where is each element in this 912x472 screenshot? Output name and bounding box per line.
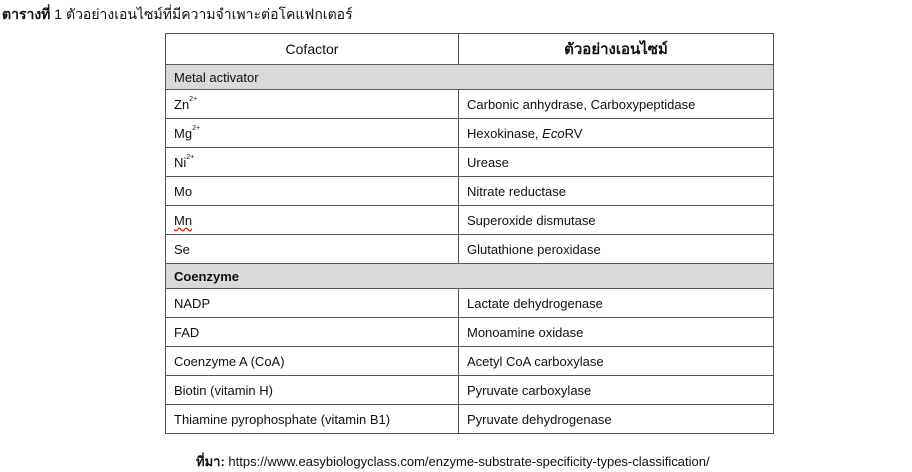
cofactor-cell (166, 90, 459, 119)
table-header-row (166, 34, 774, 65)
table-caption (2, 5, 353, 23)
enzyme-cell: Monoamine oxidase (459, 318, 774, 347)
table-row (166, 405, 774, 434)
table-row (166, 289, 774, 318)
table-row (166, 119, 774, 148)
enzyme-cell: Carbonic anhydrase, Carboxypeptidase (459, 90, 774, 119)
enzyme-cell: Pyruvate carboxylase (459, 376, 774, 405)
cofactor-cell (166, 119, 459, 148)
cofactor-cell (166, 206, 459, 235)
cofactor-table (165, 33, 774, 434)
enzyme-cell: Nitrate reductase (459, 177, 774, 206)
charge-superscript: 2+ (189, 95, 198, 103)
table-row (166, 177, 774, 206)
table-row (166, 235, 774, 264)
cofactor-cell: Coenzyme A (CoA) (166, 347, 459, 376)
enzyme-cell: Glutathione peroxidase (459, 235, 774, 264)
table-row (166, 347, 774, 376)
charge-superscript: 2+ (186, 153, 195, 161)
cofactor-symbol: Zn (174, 96, 190, 112)
table-row (166, 376, 774, 405)
caption-text: 1 ตัวอย่างเอนไซม์ที่มีความจำเพาะต่อโคแฟกเตอร์ (50, 6, 353, 22)
source-url[interactable]: https://www.easybiologyclass.com/enzyme-substrate-specificity-types-classification/ (224, 454, 710, 469)
section-row-coenzyme (166, 264, 774, 289)
spellcheck-underlined-text: Mn (174, 212, 193, 228)
cofactor-cell: NADP (166, 289, 459, 318)
cofactor-cell: Biotin (vitamin H) (166, 376, 459, 405)
source-citation (196, 451, 710, 472)
source-label: ที่มา: (196, 454, 225, 469)
section-coenzyme: Coenzyme (166, 264, 774, 289)
header-cofactor: Cofactor (166, 34, 459, 65)
cofactor-cell: Mo (166, 177, 459, 206)
enzyme-cell: Acetyl CoA carboxylase (459, 347, 774, 376)
cofactor-cell: Se (166, 235, 459, 264)
charge-superscript: 2+ (192, 124, 201, 132)
enzyme-cell: Pyruvate dehydrogenase (459, 405, 774, 434)
cofactor-cell: FAD (166, 318, 459, 347)
table-row (166, 318, 774, 347)
header-enzyme-example: ตัวอย่างเอนไซม์ (459, 34, 774, 65)
section-metal-activator: Metal activator (166, 65, 774, 90)
table-row (166, 148, 774, 177)
enzyme-italic-text: Eco (542, 125, 565, 141)
cofactor-cell: Thiamine pyrophosphate (vitamin B1) (166, 405, 459, 434)
caption-label: ตารางที่ (2, 6, 51, 22)
table-row (166, 206, 774, 235)
cofactor-symbol: Mg (174, 125, 193, 141)
table-row (166, 90, 774, 119)
enzyme-text: Hexokinase, (467, 125, 543, 141)
section-row-metal (166, 65, 774, 90)
enzyme-cell: Urease (459, 148, 774, 177)
enzyme-cell (459, 119, 774, 148)
cofactor-symbol: Ni (174, 154, 187, 170)
cofactor-cell (166, 148, 459, 177)
enzyme-text-suffix: RV (564, 125, 583, 141)
enzyme-cell: Superoxide dismutase (459, 206, 774, 235)
enzyme-cell: Lactate dehydrogenase (459, 289, 774, 318)
